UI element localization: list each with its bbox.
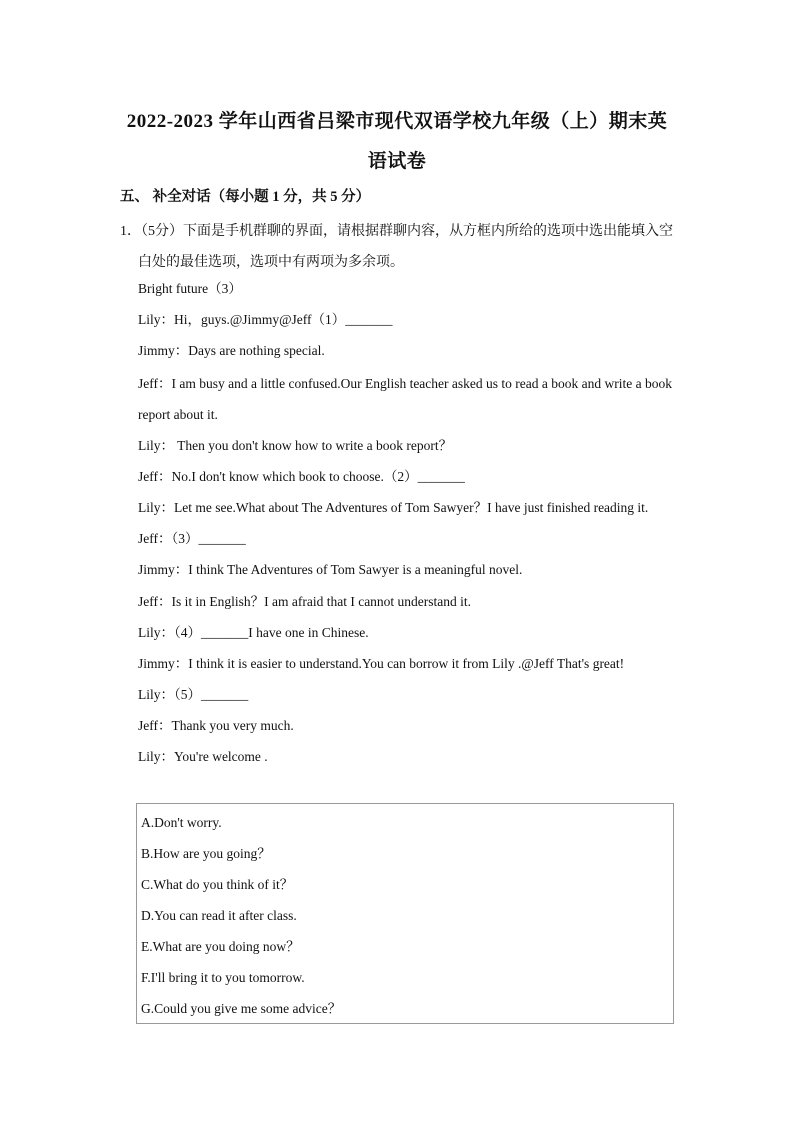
section-heading: 五、 补全对话（每小题 1 分，共 5 分）: [120, 189, 371, 205]
dialogue-line: Lily： Then you don't know how to write a book report？: [138, 437, 453, 453]
dialogue-line: Lily：（5）_______: [138, 687, 249, 703]
dialogue-line: Lily：Let me see.What about The Adventures of Tom Sawyer？I have just finished reading it.: [138, 499, 649, 515]
dialogue-line: Jeff：（3）_______: [138, 531, 246, 547]
question-line-2: 白处的最佳选项，选项中有两项为多余项。: [138, 255, 404, 270]
exam-title-line1: 2022-2023 学年山西省吕梁市现代双语学校九年级（上）期末英: [126, 111, 668, 132]
dialogue-line: Jimmy：I think The Adventures of Tom Sawyer is a meaningful novel.: [138, 562, 523, 578]
dialogue-line: Lily：You're welcome .: [138, 749, 268, 765]
dialogue: [138, 278, 698, 778]
question-line-1: 1．（5分）下面是手机群聊的界面，请根据群聊内容，从方框内所给的选项中选出能填入空: [120, 224, 673, 239]
options-box: [136, 803, 674, 1024]
option-b: B.How are you going？: [141, 846, 271, 861]
dialogue-line: Jeff：I am busy and a little confused.Our English teacher asked us to read a book and write a book report about it.: [138, 375, 672, 422]
option-c: C.What do you think of it？: [141, 877, 294, 892]
dialogue-line: Jimmy：I think it is easier to understand.You can borrow it from Lily .@Jeff That's great!: [138, 655, 625, 671]
option-f: F.I'll bring it to you tomorrow.: [141, 970, 305, 985]
dialogue-line: Jimmy：Days are nothing special.: [138, 343, 325, 359]
dialogue-line: Jeff：Is it in English？I am afraid that I cannot understand it.: [138, 593, 472, 609]
option-d: D.You can read it after class.: [141, 908, 297, 923]
dialogue-line: Lily：Hi，guys.@Jimmy@Jeff（1）_______: [138, 312, 393, 328]
question-stem: [120, 216, 680, 278]
dialogue-line: Bright future（3）: [138, 281, 242, 296]
option-a: A.Don't worry.: [141, 815, 222, 830]
exam-title-line2: 语试卷: [367, 151, 427, 172]
option-e: E.What are you doing now？: [141, 939, 300, 954]
option-g: G.Could you give me some advice？: [141, 1001, 342, 1016]
dialogue-line: Lily：（4）_______I have one in Chinese.: [138, 624, 369, 640]
dialogue-line: Jeff：No.I don't know which book to choose.（2）_______: [138, 468, 465, 484]
dialogue-line: Jeff：Thank you very much.: [138, 718, 294, 734]
